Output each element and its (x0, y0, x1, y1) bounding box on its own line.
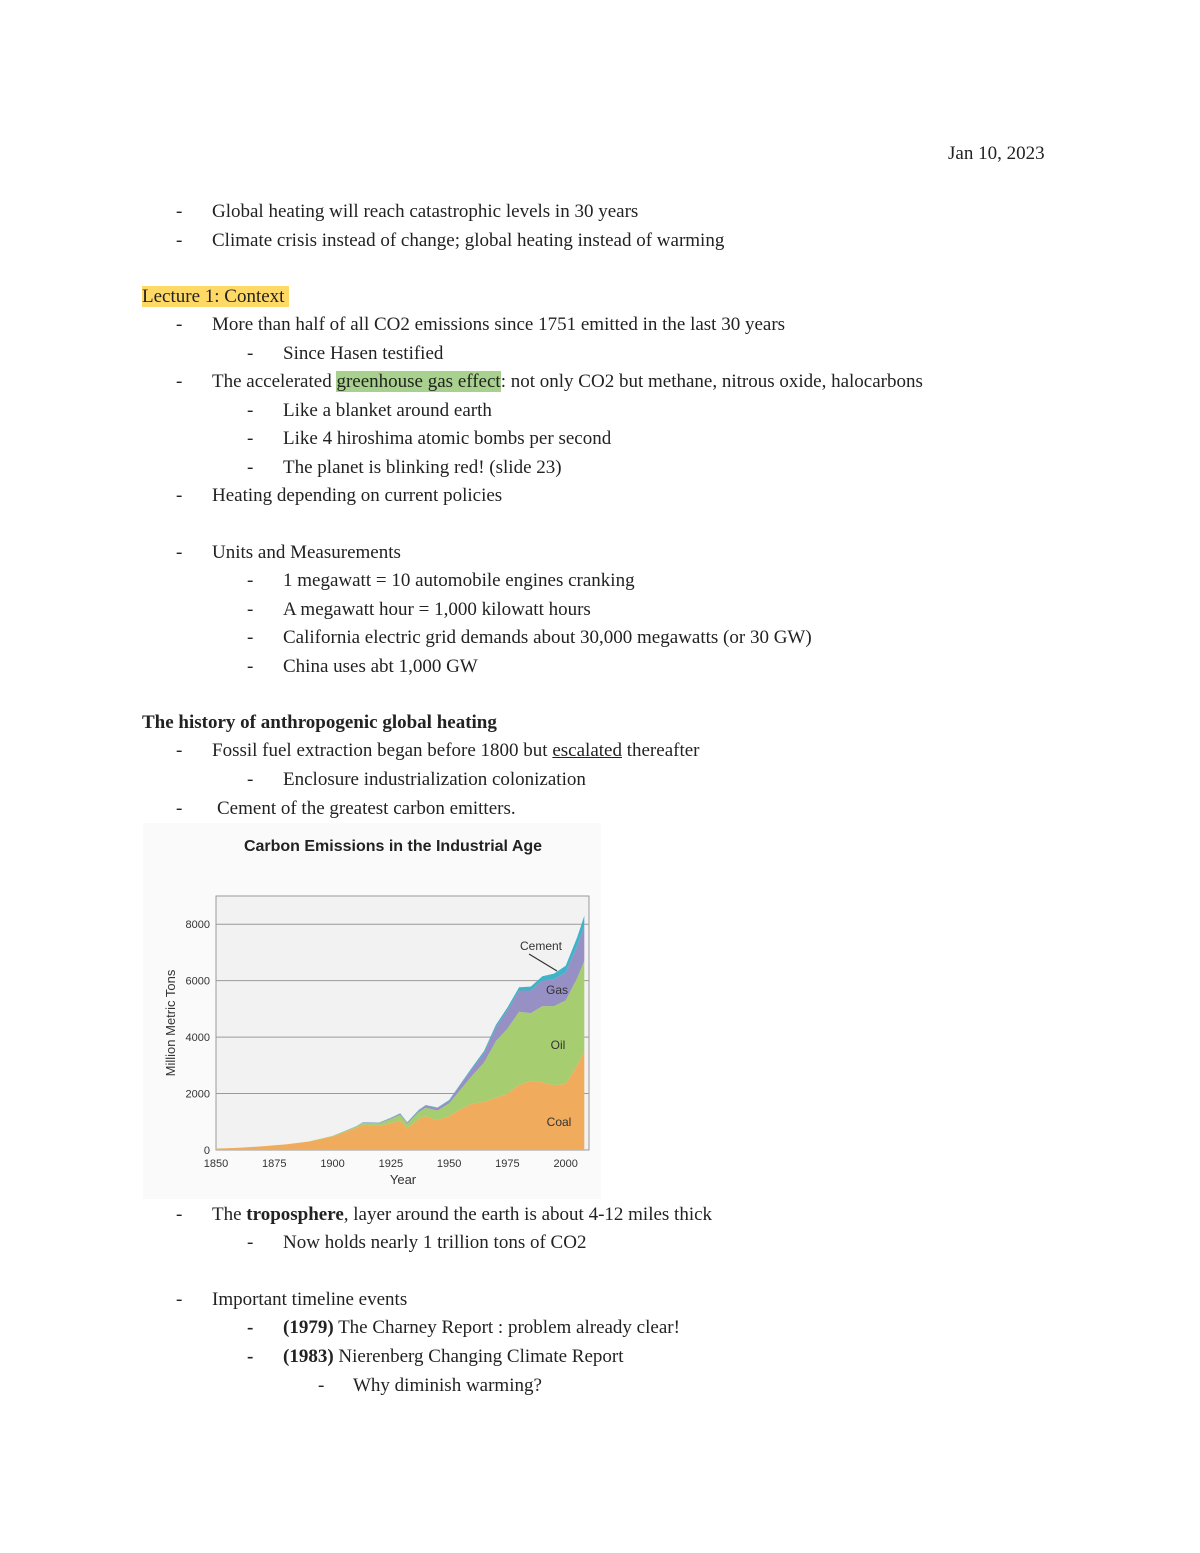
sub-sub-bullet-marker: - (318, 1375, 325, 1396)
history-item (212, 1202, 712, 1228)
chart-title: Carbon Emissions in the Industrial Age (243, 838, 543, 855)
x-axis-label: Year (389, 1172, 417, 1187)
timeline-title: Important timeline events (212, 1289, 408, 1310)
x-tick-labels (204, 1158, 578, 1170)
lecture-heading-highlight: Lecture 1: Context (142, 286, 289, 307)
sub-bullet-marker: - (247, 1346, 254, 1367)
x-tick-label: 1850 (203, 1158, 229, 1170)
bullet-marker: - (176, 1289, 183, 1310)
lecture-item (212, 369, 923, 395)
x-tick-label: 2000 (553, 1158, 578, 1170)
text-segment: The accelerated (212, 371, 337, 392)
units-title: Units and Measurements (212, 542, 401, 563)
text-segment: , layer around the earth is about 4-12 miles thick (343, 1204, 713, 1225)
units-item: 1 megawatt = 10 automobile engines cranking (283, 570, 635, 591)
bullet-marker: - (176, 542, 183, 563)
lecture-subitem: Like 4 hiroshima atomic bombs per second (283, 428, 612, 449)
timeline-year: (1979) (283, 1317, 334, 1338)
sub-bullet-marker: - (247, 428, 254, 449)
coal-annotation: Coal (546, 1115, 572, 1129)
bullet-marker: - (176, 201, 183, 222)
bullet-marker: - (176, 740, 183, 761)
sub-bullet-marker: - (247, 599, 254, 620)
timeline-subitem: Why diminish warming? (353, 1375, 542, 1396)
cement-annotation: Cement (519, 939, 563, 953)
history-item: Cement of the greatest carbon emitters. (217, 798, 516, 819)
x-tick-label: 1925 (378, 1158, 404, 1170)
bullet-marker: - (176, 798, 183, 819)
bold-term: troposphere (246, 1204, 344, 1225)
carbon-emissions-chart (143, 823, 601, 1199)
sub-bullet-marker: - (247, 769, 254, 790)
history-subitem: Enclosure industrialization colonization (283, 769, 586, 790)
sub-bullet-marker: - (247, 457, 254, 478)
gas-annotation: Gas (545, 983, 569, 997)
chart-svg (143, 823, 601, 1199)
x-tick-label: 1875 (262, 1158, 287, 1170)
timeline-year: (1983) (283, 1346, 334, 1367)
lecture-subitem: Since Hasen testified (283, 343, 444, 364)
document-date: Jan 10, 2023 (948, 143, 1045, 164)
sub-bullet-marker: - (247, 570, 254, 591)
oil-annotation: Oil (550, 1038, 566, 1052)
x-tick-label: 1900 (320, 1158, 345, 1170)
underlined-word: escalated (552, 740, 622, 761)
sub-bullet-marker: - (247, 400, 254, 421)
text-segment: : not only CO2 but methane, nitrous oxide, halocarbons (500, 371, 923, 392)
y-tick-label: 4000 (185, 1032, 210, 1045)
y-tick-label: 6000 (185, 975, 210, 988)
timeline-event (283, 1344, 624, 1370)
lecture-subitem: Like a blanket around earth (283, 400, 492, 421)
lecture-subitem: The planet is blinking red! (slide 23) (283, 457, 562, 478)
history-subitem: Now holds nearly 1 trillion tons of CO2 (283, 1232, 587, 1253)
bullet-marker: - (176, 314, 183, 335)
intro-item: Climate crisis instead of change; global heating instead of warming (212, 230, 725, 251)
bullet-marker: - (176, 1204, 183, 1225)
y-tick-label: 2000 (185, 1088, 210, 1101)
y-axis-label: Million Metric Tons (163, 969, 178, 1077)
units-item: A megawatt hour = 1,000 kilowatt hours (283, 599, 591, 620)
units-item: California electric grid demands about 30,000 megawatts (or 30 GW) (283, 627, 812, 648)
y-tick-labels (186, 919, 210, 1157)
timeline-event (283, 1315, 680, 1341)
timeline-text: Nierenberg Changing Climate Report (333, 1346, 624, 1367)
text-segment: Fossil fuel extraction began before 1800 but (212, 740, 553, 761)
y-tick-label: 0 (203, 1145, 210, 1157)
lecture-item: More than half of all CO2 emissions since 1751 emitted in the last 30 years (212, 314, 786, 335)
lecture-heading (142, 284, 289, 310)
bullet-marker: - (176, 485, 183, 506)
intro-item: Global heating will reach catastrophic levels in 30 years (212, 201, 639, 222)
x-tick-label: 1950 (436, 1158, 462, 1170)
text-segment: thereafter (621, 740, 700, 761)
timeline-text: The Charney Report : problem already clear! (333, 1317, 680, 1338)
bullet-marker: - (176, 230, 183, 251)
x-tick-label: 1975 (495, 1158, 520, 1170)
y-tick-label: 8000 (185, 919, 210, 932)
sub-bullet-marker: - (247, 627, 254, 648)
sub-bullet-marker: - (247, 1317, 254, 1338)
history-item (212, 738, 700, 764)
lecture-item: Heating depending on current policies (212, 485, 503, 506)
sub-bullet-marker: - (247, 1232, 254, 1253)
bullet-marker: - (176, 371, 183, 392)
greenhouse-highlight: greenhouse gas effect (336, 371, 501, 392)
sub-bullet-marker: - (247, 656, 254, 677)
sub-bullet-marker: - (247, 343, 254, 364)
text-segment: The (212, 1204, 247, 1225)
units-item: China uses abt 1,000 GW (283, 656, 478, 677)
history-heading: The history of anthropogenic global heating (142, 712, 497, 733)
